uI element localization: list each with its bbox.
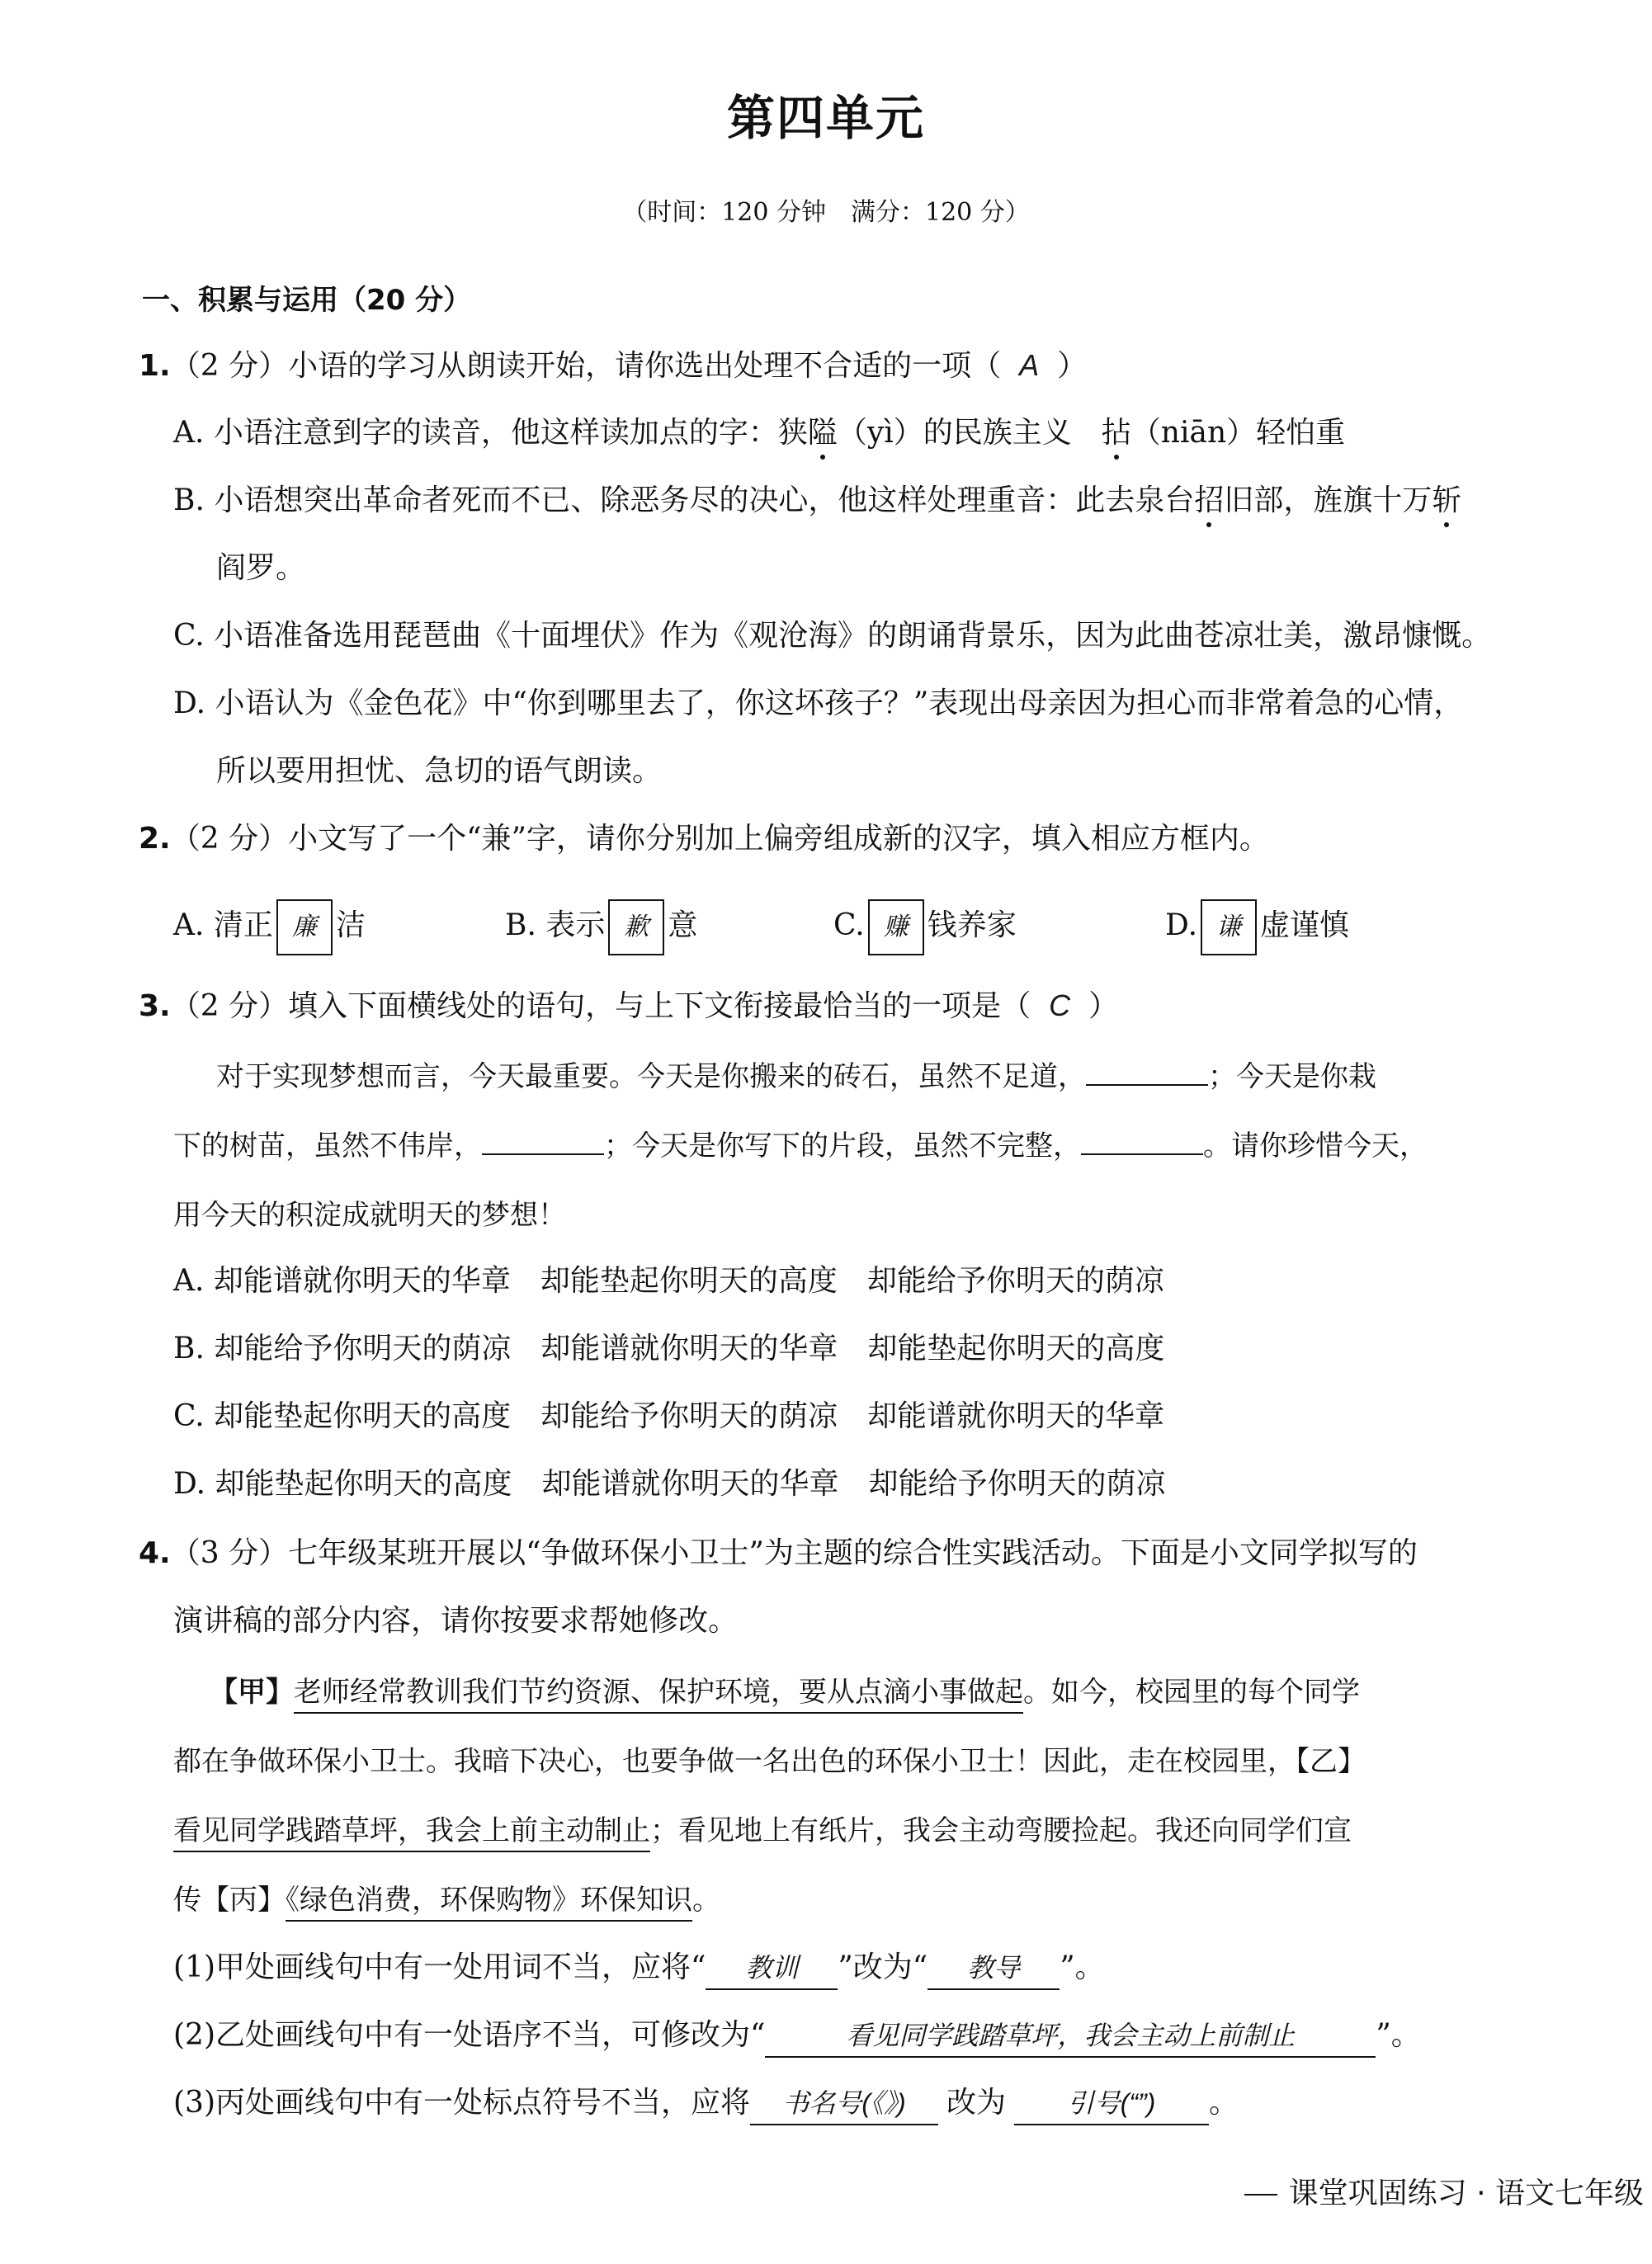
question-text: （2 分）小语的学习从朗读开始，请你选出处理不合适的一项（: [170, 349, 1002, 383]
passage-text: 对于实现梦想而言，今天最重要。今天是你搬来的砖石，虽然不足道，: [216, 1060, 1086, 1093]
option-b: [173, 480, 1461, 521]
fill-blank: [1086, 1084, 1208, 1086]
question-number: 1.: [139, 349, 171, 383]
underlined-sentence-bing: 《绿色消费，环保购物》环保知识: [286, 1884, 692, 1922]
question-4-stem-continued: 演讲稿的部分内容，请你按要求帮她修改。: [173, 1604, 739, 1638]
speech-text: 。: [692, 1884, 720, 1917]
subquestion-text: (1)甲处画线句中有一处用词不当，应将“: [173, 1950, 706, 1984]
answer-fill: 教训: [706, 1947, 838, 1990]
option-text: （yì）的民族主义: [837, 416, 1102, 450]
dotted-char: 斩: [1432, 483, 1462, 517]
q3-option-c: C. 却能垫起你明天的高度 却能给予你明天的荫凉 却能谱就你明天的华章: [173, 1399, 1165, 1433]
marker-jia: 【甲】: [210, 1676, 294, 1709]
option-text: A. 清正: [173, 908, 273, 942]
question-number: 4.: [139, 1536, 171, 1570]
question-text: （2 分）小文写了一个“兼”字，请你分别加上偏旁组成新的汉字，填入相应方框内。: [170, 822, 1269, 856]
footer-dash: [1244, 2194, 1277, 2196]
q2-option-d: [1165, 899, 1349, 955]
speech-line-4: [173, 1880, 720, 1921]
answer-box: 歉: [608, 899, 664, 955]
option-d-continued: 所以要用担忧、急切的语气朗读。: [216, 754, 663, 788]
speech-line-2: 都在争做环保小卫士。我暗下决心，也要争做一名出色的环保小卫士！因此，走在校园里，【乙】: [173, 1745, 1366, 1778]
option-text: 洁: [335, 908, 366, 942]
option-c: C. 小语准备选用琵琶曲《十面埋伏》作为《观沧海》的朗诵背景乐，因为此曲苍凉壮美，激昂慷慨。: [173, 619, 1492, 653]
question-2-stem: [139, 818, 1269, 860]
answer-box: 廉: [276, 899, 333, 955]
passage-line-3: 用今天的积淀成就明天的梦想！: [173, 1199, 566, 1232]
subquestion-text: 。: [1209, 2086, 1239, 2120]
passage-text: 下的树苗，虽然不伟岸，: [173, 1130, 482, 1163]
option-b-continued: 阎罗。: [216, 551, 306, 585]
answer-box: 赚: [868, 899, 924, 955]
fill-blank: [482, 1153, 604, 1155]
option-text: B. 表示: [505, 908, 606, 942]
answer-mark: A: [1019, 348, 1040, 382]
q3-option-b: B. 却能给予你明天的荫凉 却能谱就你明天的华章 却能垫起你明天的高度: [173, 1332, 1165, 1365]
dotted-char: 隘: [807, 416, 838, 450]
speech-text: 传【丙】: [173, 1884, 286, 1917]
subquestion-text: ”改为“: [838, 1950, 928, 1984]
passage-text: 。请你珍惜今天，: [1203, 1130, 1428, 1163]
fill-blank: [1081, 1153, 1203, 1155]
section-heading: 一、积累与运用（20 分）: [142, 284, 472, 317]
option-text: B. 小语想突出革命者死而不已、除恶务尽的决心，他这样处理重音：此去泉台: [173, 483, 1195, 517]
subquestion-text: (2)乙处画线句中有一处语序不当，可修改为“: [173, 2018, 766, 2052]
question-number: 2.: [139, 822, 171, 856]
dotted-char: 招: [1194, 483, 1225, 517]
question-1-stem: [139, 345, 1087, 387]
q3-option-a: A. 却能谱就你明天的华章 却能垫起你明天的高度 却能给予你明天的荫凉: [173, 1264, 1164, 1298]
underlined-sentence-jia: 老师经常教训我们节约资源、保护环境，要从点滴小事做起: [294, 1676, 1023, 1714]
question-number: 3.: [139, 989, 171, 1023]
option-text: C.: [833, 908, 865, 942]
option-text: A. 小语注意到字的读音，他这样读加点的字：狭: [173, 416, 808, 450]
answer-fill: 教导: [927, 1947, 1060, 1990]
q2-option-a: [173, 899, 366, 955]
exam-info: （时间：120 分钟 满分：120 分）: [622, 198, 1030, 227]
passage-line-2: [173, 1125, 1428, 1167]
option-d: D. 小语认为《金色花》中“你到哪里去了，你这坏孩子？”表现出母亲因为担心而非常着急的心情，: [173, 686, 1464, 720]
passage-line-1: [216, 1056, 1376, 1097]
answer-fill: 看见同学践踏草坪，我会主动上前制止: [765, 2015, 1376, 2058]
speech-text: 。如今，校园里的每个同学: [1023, 1676, 1360, 1709]
underlined-sentence-yi: 看见同学践踏草坪，我会上前主动制止: [173, 1814, 650, 1852]
subquestion-text: (3)丙处画线句中有一处标点符号不当，应将: [173, 2086, 750, 2120]
option-text: D.: [1165, 908, 1198, 942]
option-a: [173, 413, 1345, 454]
q2-option-c: [833, 899, 1017, 955]
question-close: ）: [1057, 349, 1088, 383]
dotted-char: 拈: [1101, 416, 1131, 450]
question-text: （3 分）七年级某班开展以“争做环保小卫士”为主题的综合性实践活动。下面是小文同学拟写的: [170, 1536, 1418, 1570]
passage-text: ；今天是你写下的片段，虽然不完整，: [604, 1130, 1081, 1163]
footer-text: 课堂巩固练习 · 语文七年级: [1288, 2177, 1644, 2210]
answer-fill: 引号(“”): [1014, 2082, 1209, 2125]
question-text: （2 分）填入下面横线处的语句，与上下文衔接最恰当的一项是（: [170, 989, 1031, 1023]
option-text: 意: [668, 908, 698, 942]
page-footer: [1244, 2170, 1644, 2212]
page-title: 第四单元: [726, 90, 925, 146]
subquestion-text: ”。: [1060, 1950, 1105, 1984]
option-text: （niān）轻怕重: [1130, 416, 1346, 450]
answer-box: 谦: [1201, 899, 1257, 955]
speech-line-3: [173, 1810, 1352, 1851]
speech-text: ；看见地上有纸片，我会主动弯腰捡起。我还向同学们宣: [650, 1814, 1352, 1847]
question-4-stem: [139, 1533, 1418, 1574]
option-text: 钱养家: [927, 908, 1017, 942]
subquestion-text: 改为: [946, 2086, 1007, 2120]
subquestion-text: ”。: [1376, 2018, 1421, 2052]
option-text: 虚谨慎: [1260, 908, 1350, 942]
answer-fill: 书名号(《》): [750, 2082, 938, 2125]
question-close: ）: [1088, 989, 1119, 1023]
subquestion-3: [173, 2082, 1239, 2125]
option-text: 旧部，旌旗十万: [1224, 483, 1433, 517]
passage-text: ；今天是你栽: [1208, 1060, 1376, 1093]
speech-line-1: [210, 1672, 1360, 1713]
q2-option-b: [505, 899, 697, 955]
q3-option-d: D. 却能垫起你明天的高度 却能谱就你明天的华章 却能给予你明天的荫凉: [173, 1467, 1166, 1501]
subquestion-2: [173, 2015, 1421, 2058]
subquestion-1: [173, 1947, 1105, 1990]
answer-mark: C: [1049, 988, 1071, 1022]
question-3-stem: [139, 985, 1118, 1027]
